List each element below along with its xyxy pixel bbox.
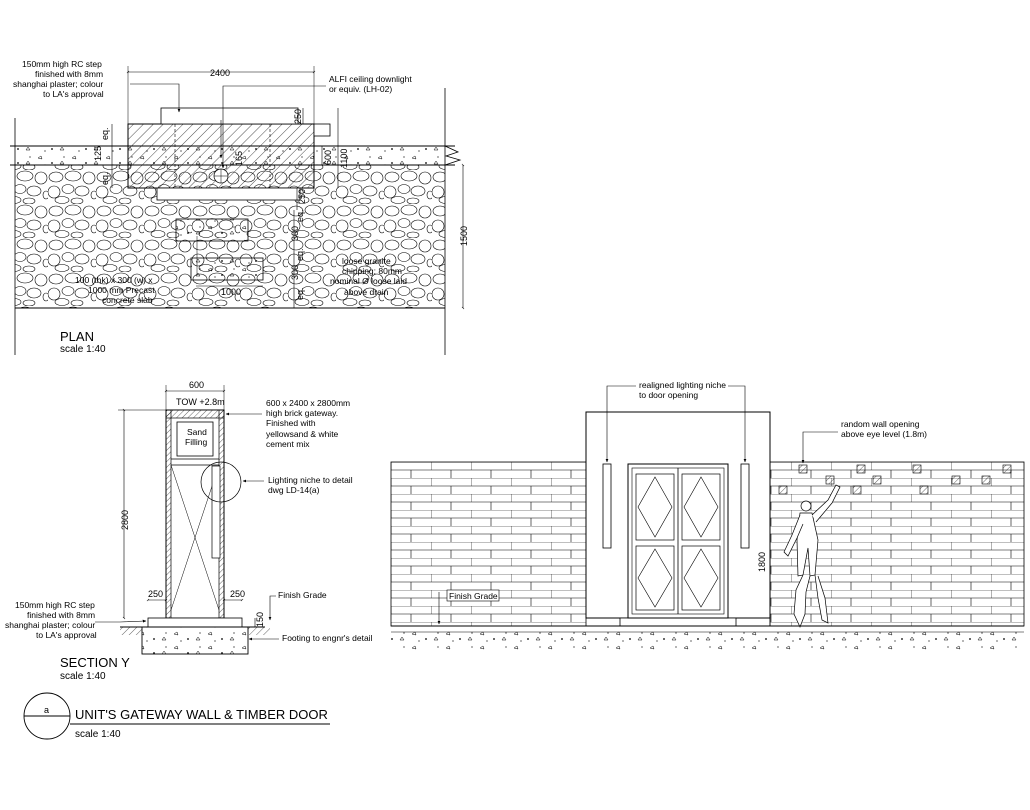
dim-1800: 1800 [757,551,767,572]
drawing-scale: scale 1:40 [75,729,121,740]
dim-eq-e: eq. [295,287,305,300]
gateway-note-3: Finished with [266,418,316,428]
plan-downlight-note-2: or equiv. (LH-02) [329,84,393,94]
dim-250-right: 250 [230,589,246,599]
section-step-note-4: to LA's approval [36,630,97,640]
gateway-note-1: 600 x 2400 x 2800mm [266,398,351,408]
plan-scale: scale 1:40 [60,344,106,355]
elev-niche-note-1: realigned lighting niche [639,380,726,390]
tow-level: TOW +2.8m [176,397,225,407]
plan-view [10,59,469,355]
dim-150: 150 [255,611,265,627]
plan-title: PLAN [60,329,94,344]
section-view [5,380,373,682]
dim-1000: 1000 [221,287,242,297]
dim-1500: 1500 [459,225,469,246]
title-tag: a [44,705,50,715]
footing-note: Footing to engnr's detail [282,633,373,643]
gateway-note-5: cement mix [266,439,310,449]
niche-note-1: Lighting niche to detail [268,475,353,485]
dim-2800: 2800 [120,509,130,530]
dim-300-b: 300 [290,264,300,280]
dim-600-section: 600 [189,380,205,390]
elev-niche-note-2: to door opening [639,390,699,400]
plan-step-note-3: shanghai plaster; colour [13,79,104,89]
plan-granite-note-4: above drain [344,287,389,297]
dim-300-a: 300 [290,225,300,241]
plan-slab-note-2: 1000 mm Precast [88,285,155,295]
elevation-ground [391,628,1024,650]
dim-1100: 1100 [339,148,349,168]
elev-opening-note-1: random wall opening [841,419,920,429]
plan-granite-note-1: loose granite [342,256,391,266]
dim-250-mid: 250 [297,188,307,204]
niche-note-2: dwg LD-14(a) [268,485,320,495]
footing [142,627,248,654]
sand-fill-1: Sand [187,427,207,437]
dim-2400: 2400 [210,68,231,78]
section-finish-grade: Finish Grade [278,590,327,600]
plan-step-note-4: to LA's approval [43,89,104,99]
precast-slab-1 [176,219,248,241]
title-block [24,693,330,740]
dim-600: 600 [323,149,333,165]
section-title: SECTION Y [60,655,130,670]
section-step-note-2: finished with 8mm [27,610,96,620]
plan-downlight-note-1: ALFI ceiling downlight [329,74,412,84]
lighting-niche-left [603,464,611,548]
precast-slab-2 [191,258,263,280]
dim-250-left: 250 [148,589,164,599]
section-step-note-1: 150mm high RC step [15,600,95,610]
plan-granite-note-3: nominal Ø loose laid [330,276,408,286]
plan-slab-note-3: concrete slab [102,295,153,305]
dim-eq-b: eq. [100,172,110,185]
brick-wall-left [391,462,586,626]
section-step-note-3: shanghai plaster; colour [5,620,96,630]
earth-right [248,627,270,635]
dim-eq-a: eq. [100,127,110,140]
gateway-note-2: high brick gateway. [266,408,339,418]
dim-250-top: 250 [293,108,303,124]
plan-step-note-1: 150mm high RC step [22,59,102,69]
plan-step-note-2: finished with 8mm [35,69,104,79]
gateway-note-4: yellowsand & white [266,429,339,439]
elev-finish-grade: Finish Grade [449,591,498,601]
drawing-title: UNIT'S GATEWAY WALL & TIMBER DOOR [75,707,328,722]
timber-door [628,464,728,618]
plan-granite-note-2: chipping; 80mm [342,266,403,276]
plan-slab-note-1: 100 (thk) x 300 (w) x [75,275,153,285]
dim-165: 165 [234,150,244,166]
lighting-niche-right [741,464,749,548]
earth-left [120,627,142,635]
sand-fill-2: Filling [185,437,208,447]
elevation-view [391,380,1024,650]
dim-eq-c: eq. [295,209,305,222]
elev-opening-note-2: above eye level (1.8m) [841,429,927,439]
dim-125: 125 [93,145,103,161]
dim-eq-d: eq. [295,248,305,261]
section-scale: scale 1:40 [60,671,106,682]
